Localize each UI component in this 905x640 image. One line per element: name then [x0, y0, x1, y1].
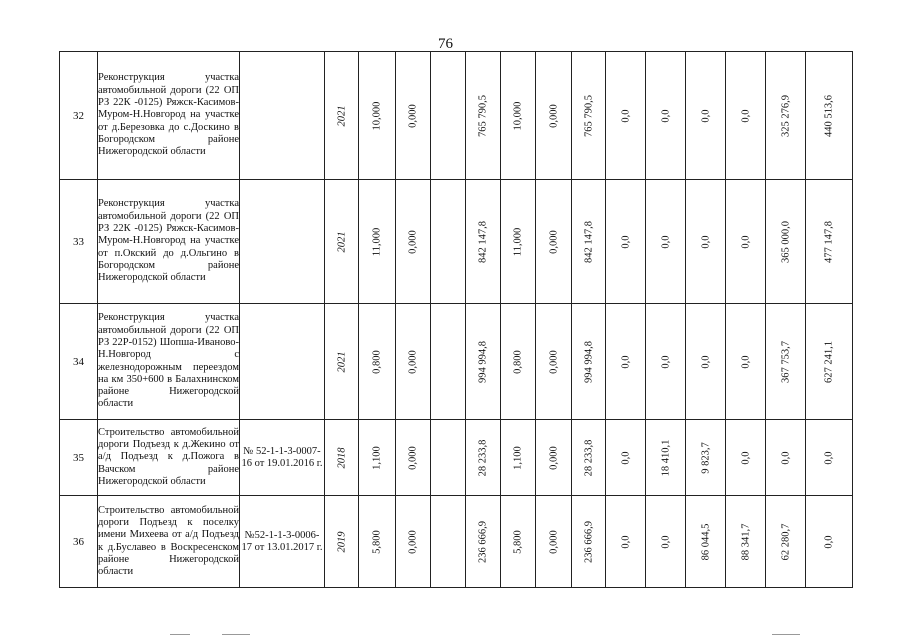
permit-cell: № 52-1-1-3-0007-16 от 19.01.2016 г. — [240, 420, 325, 496]
value-cell — [606, 180, 646, 304]
numeric-value: 477 147,8 — [823, 220, 835, 263]
numeric-value: 1,100 — [371, 445, 383, 470]
numeric-value: 0,0 — [823, 534, 835, 549]
road-projects-table — [59, 51, 853, 588]
value-cell — [766, 420, 806, 496]
numeric-value: 842 147,8 — [477, 220, 489, 263]
value-cell — [501, 180, 536, 304]
object-name-cell — [98, 420, 240, 496]
value-cell — [686, 180, 726, 304]
value-cell — [606, 52, 646, 180]
value-cell — [325, 496, 359, 588]
numeric-value: 0,0 — [660, 108, 671, 123]
value-cell — [359, 304, 396, 420]
value-cell — [806, 52, 853, 180]
value-cell — [646, 180, 686, 304]
numeric-value: 0,000 — [548, 529, 559, 554]
value-cell — [396, 52, 431, 180]
year-value: 2019 — [336, 531, 347, 552]
numeric-value: 0,800 — [512, 349, 524, 374]
value-cell — [359, 180, 396, 304]
numeric-value: 0,000 — [407, 445, 419, 470]
value-cell — [536, 52, 572, 180]
page-number: 76 — [438, 36, 453, 52]
numeric-value: 28 233,8 — [583, 439, 594, 476]
value-cell — [396, 180, 431, 304]
value-cell — [536, 304, 572, 420]
value-cell — [646, 496, 686, 588]
numeric-value: 0,000 — [548, 349, 559, 374]
value-cell — [646, 52, 686, 180]
numeric-value: 5,800 — [371, 529, 383, 554]
numeric-value: 0,0 — [700, 354, 711, 369]
value-cell — [806, 496, 853, 588]
numeric-value: 994 994,8 — [477, 340, 489, 383]
object-name: Реконструкция участка автомобильной дороги (22 ОП РЗ 22К -0125) Ряжск-Касимов-Муром-Н.Новгород на участке от д.Березовка до с.Доскино в Богородском районе Нижегородской области — [98, 72, 239, 158]
permit-cell: №52-1-1-3-0006-17 от 13.01.2017 г. — [240, 496, 325, 588]
object-name: Реконструкция участка автомобильной дороги (22 ОП РЗ 22Р-0152) Шопша-Иваново-Н.Новгород с железнодорожным переездом на км 350+600 в Балахнинском районе Нижегородской области — [98, 312, 239, 410]
object-name: Строительство автомобильной дороги Подъезд к поселку имени Михеева от а/д Подъезд к д.Буславео в Воскресенском районе Нижегородской области — [98, 504, 239, 578]
value-cell — [726, 304, 766, 420]
value-cell — [466, 52, 501, 180]
numeric-value: 11,000 — [512, 227, 524, 256]
numeric-value: 0,0 — [823, 450, 835, 465]
value-cell — [572, 304, 606, 420]
numeric-value: 0,0 — [620, 354, 631, 369]
table-row — [60, 180, 853, 304]
page-bottom-marks — [0, 628, 905, 640]
numeric-value: 0,000 — [548, 229, 559, 254]
numeric-value: 0,000 — [407, 229, 419, 254]
value-cell — [726, 496, 766, 588]
value-cell — [606, 420, 646, 496]
row-number: 32 — [60, 52, 98, 180]
numeric-value: 0,000 — [548, 445, 559, 470]
value-cell — [766, 304, 806, 420]
numeric-value: 88 341,7 — [740, 523, 751, 560]
object-name-cell — [98, 52, 240, 180]
value-cell — [359, 496, 396, 588]
numeric-value: 236 666,9 — [477, 520, 489, 563]
value-cell — [726, 52, 766, 180]
value-cell — [686, 304, 726, 420]
value-cell — [359, 52, 396, 180]
object-name-cell — [98, 304, 240, 420]
numeric-value: 10,000 — [512, 101, 524, 130]
year-value: 2021 — [336, 231, 347, 252]
numeric-value: 765 790,5 — [477, 94, 489, 137]
numeric-value: 18 410,1 — [660, 439, 671, 476]
value-cell — [572, 52, 606, 180]
numeric-value: 765 790,5 — [583, 94, 594, 137]
value-cell — [536, 496, 572, 588]
numeric-value: 994 994,8 — [583, 340, 594, 383]
numeric-value: 1,100 — [512, 445, 524, 470]
value-cell — [501, 304, 536, 420]
object-name: Строительство автомобильной дороги Подъезд к д.Жекино от а/д Подъезд к д.Пожога в Вачском районе Нижегородской области — [98, 426, 239, 487]
value-cell — [466, 304, 501, 420]
value-cell — [359, 420, 396, 496]
year-value: 2021 — [336, 351, 347, 372]
numeric-value: 0,000 — [407, 349, 419, 374]
value-cell — [501, 496, 536, 588]
numeric-value: 0,0 — [620, 108, 631, 123]
year-value: 2018 — [336, 447, 347, 468]
numeric-value: 0,0 — [740, 450, 751, 465]
value-cell — [325, 304, 359, 420]
numeric-value: 28 233,8 — [477, 439, 489, 476]
numeric-value: 0,0 — [740, 234, 751, 249]
value-cell — [646, 304, 686, 420]
numeric-value: 11,000 — [371, 227, 383, 256]
value-cell — [501, 52, 536, 180]
value-cell — [572, 496, 606, 588]
value-cell — [686, 496, 726, 588]
value-cell — [646, 420, 686, 496]
numeric-value: 627 241,1 — [823, 340, 835, 383]
value-cell — [396, 304, 431, 420]
numeric-value: 0,0 — [620, 234, 631, 249]
numeric-value: 0,800 — [371, 349, 383, 374]
numeric-value: 0,0 — [660, 234, 671, 249]
permit-cell — [240, 52, 325, 180]
value-cell — [606, 496, 646, 588]
value-cell — [501, 420, 536, 496]
value-cell — [806, 420, 853, 496]
permit-cell — [240, 180, 325, 304]
numeric-value: 0,0 — [700, 234, 711, 249]
numeric-value: 0,000 — [548, 103, 559, 128]
numeric-value: 10,000 — [371, 101, 383, 130]
value-cell — [606, 304, 646, 420]
value-cell — [325, 52, 359, 180]
numeric-value: 440 513,6 — [823, 94, 835, 137]
numeric-value: 0,0 — [620, 450, 631, 465]
value-cell — [325, 180, 359, 304]
value-cell — [572, 180, 606, 304]
value-cell — [536, 180, 572, 304]
row-number: 36 — [60, 496, 98, 588]
numeric-value: 86 044,5 — [700, 523, 711, 560]
value-cell — [431, 180, 466, 304]
table-row — [60, 496, 853, 588]
value-cell — [766, 496, 806, 588]
value-cell — [466, 496, 501, 588]
numeric-value: 325 276,9 — [780, 94, 791, 137]
value-cell — [726, 180, 766, 304]
value-cell — [396, 496, 431, 588]
value-cell — [806, 180, 853, 304]
object-name: Реконструкция участка автомобильной дороги (22 ОП РЗ 22К -0125) Ряжск-Касимов-Муром-Н.Новгород на участке от п.Окский до д.Ольгино в Богородском районе Нижегородской области — [98, 198, 239, 284]
value-cell — [466, 420, 501, 496]
value-cell — [686, 52, 726, 180]
value-cell — [766, 180, 806, 304]
numeric-value: 9 823,7 — [700, 441, 711, 474]
value-cell — [396, 420, 431, 496]
row-number: 33 — [60, 180, 98, 304]
value-cell — [431, 52, 466, 180]
value-cell — [325, 420, 359, 496]
numeric-value: 0,0 — [740, 354, 751, 369]
value-cell — [431, 420, 466, 496]
numeric-value: 0,0 — [740, 108, 751, 123]
value-cell — [806, 304, 853, 420]
numeric-value: 365 000,0 — [780, 220, 791, 263]
row-number: 34 — [60, 304, 98, 420]
table-row — [60, 420, 853, 496]
numeric-value: 0,0 — [780, 450, 791, 465]
numeric-value: 5,800 — [512, 529, 524, 554]
numeric-value: 0,0 — [660, 534, 671, 549]
numeric-value: 62 280,7 — [780, 523, 791, 560]
value-cell — [466, 180, 501, 304]
table-row — [60, 304, 853, 420]
row-number: 35 — [60, 420, 98, 496]
value-cell — [536, 420, 572, 496]
numeric-value: 236 666,9 — [583, 520, 594, 563]
numeric-value: 0,000 — [407, 103, 419, 128]
numeric-value: 0,0 — [620, 534, 631, 549]
value-cell — [686, 420, 726, 496]
numeric-value: 0,0 — [700, 108, 711, 123]
numeric-value: 842 147,8 — [583, 220, 594, 263]
object-name-cell — [98, 180, 240, 304]
value-cell — [431, 304, 466, 420]
numeric-value: 0,0 — [660, 354, 671, 369]
value-cell — [431, 496, 466, 588]
table-body — [60, 52, 853, 588]
value-cell — [766, 52, 806, 180]
table-row — [60, 52, 853, 180]
object-name-cell — [98, 496, 240, 588]
value-cell — [726, 420, 766, 496]
permit-cell — [240, 304, 325, 420]
numeric-value: 367 753,7 — [780, 340, 791, 383]
value-cell — [572, 420, 606, 496]
numeric-value: 0,000 — [407, 529, 419, 554]
year-value: 2021 — [336, 105, 347, 126]
